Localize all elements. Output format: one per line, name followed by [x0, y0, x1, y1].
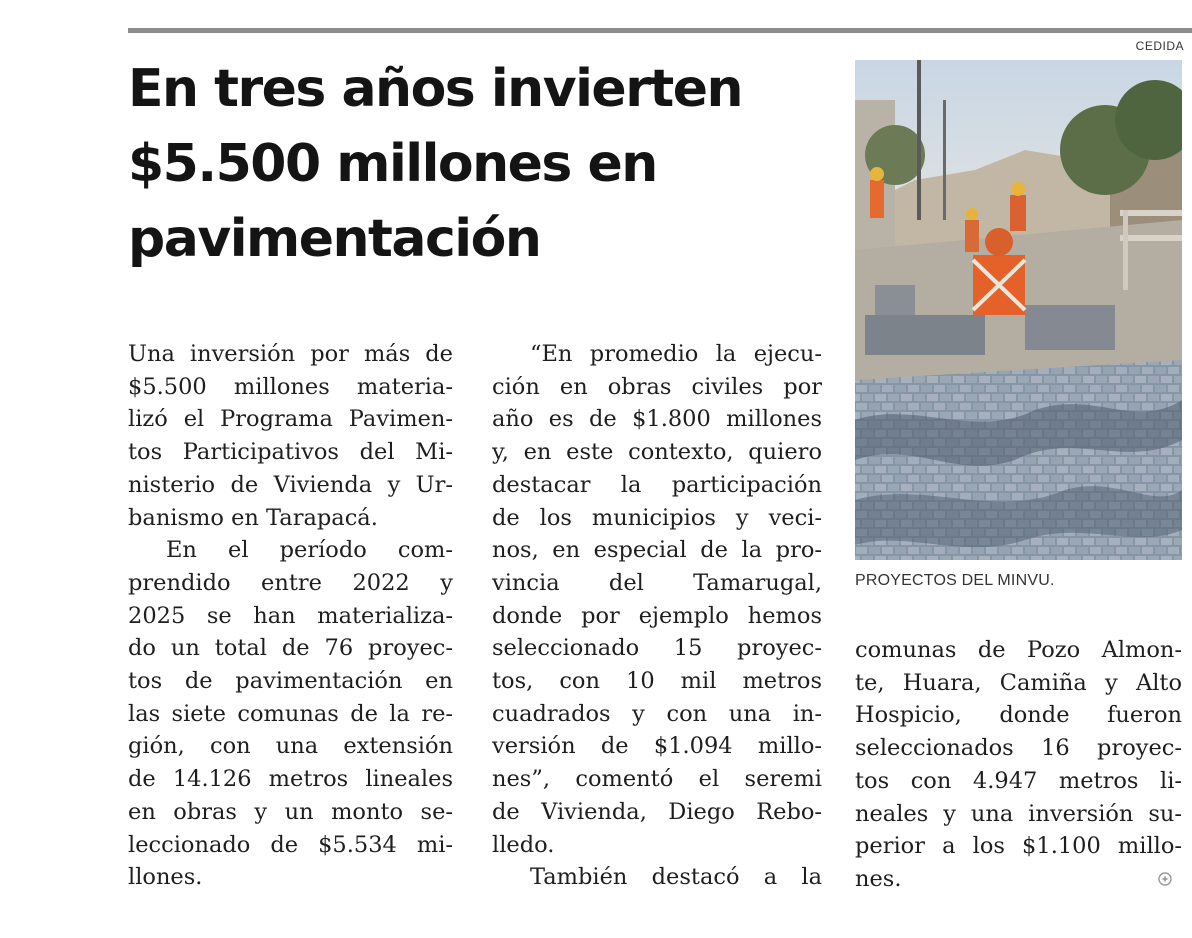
headline-line: pavimentación: [128, 209, 541, 269]
headline-line: $5.500 millones en: [128, 134, 657, 194]
text-line: lledo.: [492, 831, 555, 858]
text-line: tos con 4.947 metros li-: [855, 767, 1182, 794]
headline-line: En tres años invierten: [128, 59, 742, 119]
text-line: nisterio de Vivienda y Ur-: [128, 471, 453, 498]
construction-photo-illustration: [855, 60, 1182, 560]
text-line: También destacó a la: [530, 864, 822, 891]
text-line: en obras y un monto se-: [128, 798, 453, 825]
text-line: Una inversión por más de: [128, 341, 453, 367]
text-line: gión, con una extensión: [128, 733, 453, 760]
text-line: seleccionados 16 proyec-: [855, 735, 1182, 762]
text-line: $5.500 millones materia-: [128, 373, 453, 400]
construction-photo: [855, 60, 1182, 560]
article-column-3: [855, 634, 1182, 896]
text-line: nes.: [855, 865, 902, 892]
top-rule: [128, 28, 1192, 33]
text-line: de 14.126 metros lineales: [128, 766, 453, 793]
text-line: tos Participativos del Mi-: [128, 439, 453, 466]
article-column-2: [492, 338, 822, 894]
text-line: comunas de Pozo Almon-: [855, 637, 1182, 663]
text-line: de Vivienda, Diego Rebo-: [492, 798, 822, 825]
text-line: prendido entre 2022 y: [128, 569, 453, 596]
text-line: perior a los $1.100 millo-: [855, 833, 1182, 860]
text-line: Hospicio, donde fueron: [855, 702, 1182, 729]
text-line: ción en obras civiles por: [492, 373, 822, 400]
text-line: tos de pavimentación en: [128, 668, 453, 695]
text-line: llones.: [128, 864, 203, 891]
text-line: nos, en especial de la pro-: [492, 537, 822, 564]
photo-credit: CEDIDA: [1135, 39, 1184, 53]
text-line: neales y una inversión su-: [855, 800, 1182, 827]
text-line: de los municipios y veci-: [492, 504, 822, 531]
text-line: las siete comunas de la re-: [128, 700, 453, 727]
article-column-1: [128, 338, 453, 894]
text-line: cuadrados y con una in-: [492, 700, 822, 727]
text-line: “En promedio la ejecu-: [530, 341, 822, 367]
text-line: vincia del Tamarugal,: [492, 569, 822, 596]
text-line: tos, con 10 mil metros: [492, 668, 822, 695]
text-line: te, Huara, Camiña y Alto: [855, 669, 1182, 696]
text-line: versión de $1.094 millo-: [492, 733, 822, 760]
text-line: y, en este contexto, quiero: [492, 439, 822, 466]
text-line: 2025 se han materializa-: [128, 602, 453, 629]
text-line: leccionado de $5.534 mi-: [128, 831, 453, 858]
photo-caption: PROYECTOS DEL MINVU.: [855, 572, 1055, 589]
headline: [128, 52, 828, 277]
end-of-article-icon: [1158, 872, 1172, 886]
text-line: lizó el Programa Pavimen-: [128, 406, 453, 433]
text-line: En el período com-: [166, 537, 453, 564]
text-line: seleccionado 15 proyec-: [492, 635, 822, 662]
text-line: destacar la participación: [492, 471, 822, 498]
text-line: banismo en Tarapacá.: [128, 504, 378, 531]
text-line: nes”, comentó el seremi: [492, 766, 822, 793]
text-line: año es de $1.800 millones: [492, 406, 822, 433]
text-line: do un total de 76 proyec-: [128, 635, 453, 662]
text-line: donde por ejemplo hemos: [492, 602, 822, 629]
